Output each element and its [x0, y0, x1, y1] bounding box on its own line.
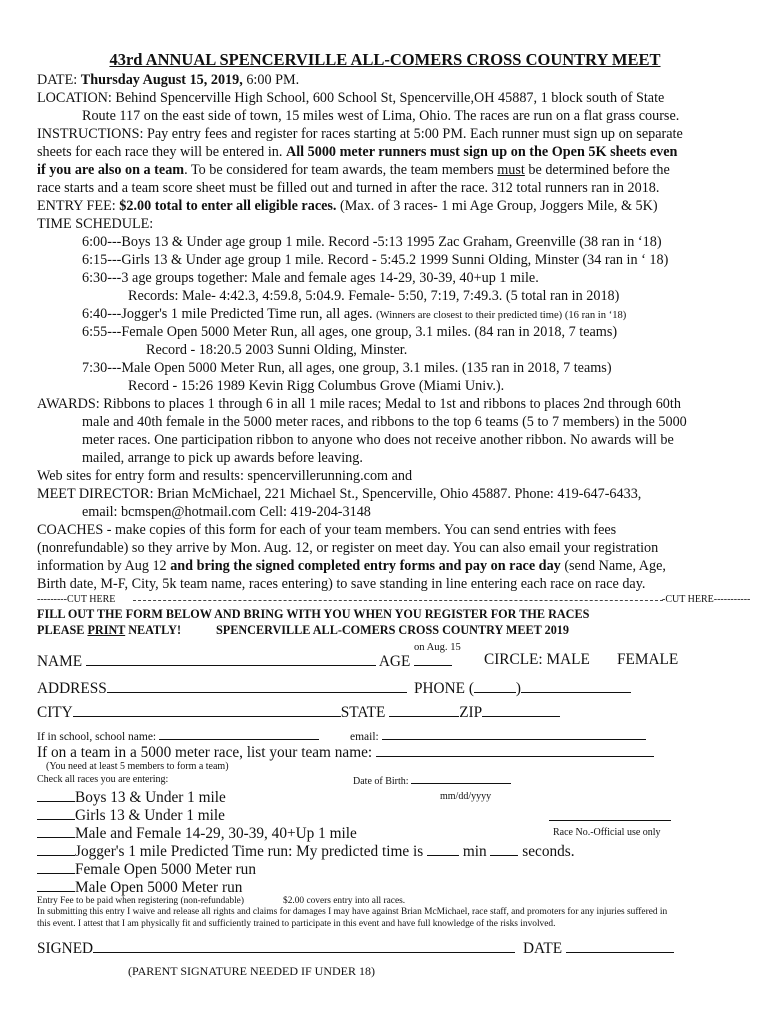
dob-field[interactable] — [411, 773, 511, 784]
signed-label: SIGNED — [37, 940, 94, 957]
team-note: (You need at least 5 members to form a team) — [46, 761, 229, 772]
team-row — [37, 742, 654, 762]
city-row — [37, 702, 560, 722]
form-subheading-text: PLEASE — [37, 623, 88, 637]
entry-fee-note: (Max. of 3 races- 1 mi Age Group, Joggers Mile, & 5K) — [336, 198, 658, 214]
schedule-heading: TIME SCHEDULE: — [37, 216, 154, 232]
instructions-text: be determined before the — [524, 162, 670, 178]
instructions-line-3 — [37, 162, 670, 179]
race-option-label: Boys 13 & Under 1 mile — [75, 789, 226, 806]
instructions-line-1: INSTRUCTIONS: Pay entry fees and register for races starting at 5:00 PM. Each runner must sign up on separate — [37, 126, 683, 142]
cut-here-right: -CUT HERE----------- — [662, 594, 751, 605]
race-checkbox[interactable] — [37, 823, 75, 838]
awards-line-4: mailed, arrange to pick up awards before leaving. — [82, 450, 363, 466]
instructions-line-2 — [37, 144, 677, 161]
waiver-line-2: this event. I attest that I am physically fit and sufficiently trained to participate in this event and have full knowledge of the risks involved. — [37, 919, 556, 929]
team-name-field[interactable] — [376, 742, 654, 757]
gender-row — [484, 651, 590, 669]
form-subheading-print: PRINT — [87, 623, 126, 637]
instructions-bold-text: if you are also on a team — [37, 162, 185, 178]
entry-fee-label: ENTRY FEE: — [37, 198, 120, 214]
race-option-joggers-mile[interactable] — [37, 841, 575, 861]
dob-row — [353, 773, 511, 788]
email-field[interactable] — [382, 728, 646, 740]
form-meet-date: on Aug. 15 — [414, 642, 461, 653]
dob-label: Date of Birth: — [353, 776, 409, 787]
race-checkbox[interactable] — [37, 841, 75, 856]
school-field[interactable] — [159, 728, 319, 740]
cut-line — [133, 600, 663, 601]
form-heading: FILL OUT THE FORM BELOW AND BRING WITH YOU WHEN YOU REGISTER FOR THE RACES — [37, 607, 590, 621]
schedule-note: (Winners are closest to their predicted time) (16 ran in ‘18) — [376, 310, 627, 321]
race-number-field[interactable] — [549, 820, 671, 821]
cut-here-left: ---------CUT HERE — [37, 594, 116, 605]
date-time: 6:00 PM. — [246, 72, 300, 88]
coaches-bold-text: and bring the signed completed entry forms and pay on race day — [170, 558, 561, 574]
address-field[interactable] — [107, 678, 407, 693]
name-label: NAME — [37, 653, 83, 670]
race-option-female-5000m[interactable] — [37, 859, 256, 879]
fee-note-text: Entry Fee to be paid when registering (non-refundable) — [37, 896, 244, 906]
location-line-1: LOCATION: Behind Spencerville High School, 600 School St, Spencerville,OH 45887, 1 block south of State — [37, 90, 665, 106]
schedule-records: Record - 18:20.5 2003 Sunni Olding, Minster. — [146, 342, 408, 358]
official-use-label: Race No.-Official use only — [553, 827, 661, 838]
parent-signature-note: (PARENT SIGNATURE NEEDED IF UNDER 18) — [128, 964, 376, 978]
phone-number-field[interactable] — [521, 678, 631, 693]
team-label: If on a team in a 5000 meter race, list your team name: — [37, 744, 373, 761]
date-line — [37, 72, 299, 89]
predicted-seconds-field[interactable] — [490, 841, 518, 856]
instructions-line-4: race starts and a team score sheet must be filled out and turned in after the race. 312 total runners ran in 2018. — [37, 180, 660, 196]
awards-line-1: AWARDS: Ribbons to places 1 through 6 in all 1 mile races; Medal to 1st and ribbons to places 2nd through 60th — [37, 396, 681, 412]
sign-date-label: DATE — [523, 940, 563, 957]
schedule-item: 6:00---Boys 13 & Under age group 1 mile. Record -5:13 1995 Zac Graham, Greenville (38 ran in ‘18) — [82, 234, 662, 250]
coaches-line-2: (nonrefundable) so they arrive by Mon. Aug. 12, or register on meet day. You can also email your registration — [37, 540, 659, 556]
race-option-girls-1-mile[interactable] — [37, 805, 225, 825]
location-line-2: Route 117 on the east side of town, 15 miles west of Lima, Ohio. The races are run on a flat grass course. — [82, 108, 680, 124]
coaches-line-1: COACHES - make copies of this form for each of your team members. You can send entries with fees — [37, 522, 617, 538]
race-option-age-groups-1-mile[interactable] — [37, 823, 357, 843]
sign-date-field[interactable] — [566, 938, 674, 953]
entry-fee-line — [37, 198, 658, 215]
check-races-label: Check all races you are entering: — [37, 774, 169, 785]
form-meet-name: SPENCERVILLE ALL-COMERS CROSS COUNTRY MEET 2019 — [216, 623, 569, 637]
form-subheading-text: NEATLY! — [125, 623, 182, 637]
zip-field[interactable] — [482, 702, 560, 717]
schedule-item — [82, 306, 626, 324]
schedule-item: 6:15---Girls 13 & Under age group 1 mile. Record - 5:45.2 1999 Sunni Olding, Minster (34 ran in ‘ 18) — [82, 252, 669, 268]
email-label: email: — [350, 731, 379, 743]
address-label: ADDRESS — [37, 680, 107, 697]
schedule-item: 7:30---Male Open 5000 Meter Run, all ages, one group, 3.1 miles. (135 ran in 2018, 7 teams) — [82, 360, 612, 376]
address-row — [37, 678, 407, 698]
schedule-records: Records: Male- 4:42.3, 4:59.8, 5:04.9. Female- 5:50, 7:19, 7:49.3. (5 total ran in 2018) — [128, 288, 620, 304]
age-field[interactable] — [414, 651, 452, 666]
city-label: CITY — [37, 704, 73, 721]
schedule-records: Record - 15:26 1989 Kevin Rigg Columbus Grove (Miami Univ.). — [128, 378, 505, 394]
signature-row — [37, 938, 515, 958]
dob-format: mm/dd/yyyy — [440, 791, 492, 802]
signature-field[interactable] — [93, 938, 515, 953]
instructions-text: sheets for each race they will be entered in. — [37, 144, 286, 160]
websites-line: Web sites for entry form and results: spencervillerunning.com and — [37, 468, 413, 484]
name-field[interactable] — [86, 651, 376, 666]
coaches-text: (send Name, Age, — [560, 558, 666, 574]
form-subheading — [37, 622, 181, 639]
race-option-label: Girls 13 & Under 1 mile — [75, 807, 225, 824]
race-option-male-5000m[interactable] — [37, 877, 242, 897]
coaches-line-4: Birth date, M-F, City, 5k team name, races entering) to save standing in line entering each race on race day. — [37, 576, 646, 592]
state-field[interactable] — [389, 702, 459, 717]
awards-line-2: male and 40th female in the 5000 meter races, and ribbons to the top 6 teams (5 to 7 members) in the 5000 — [82, 414, 687, 430]
date-value: Thursday August 15, 2019, — [80, 72, 243, 88]
phone-row — [414, 678, 631, 698]
circle-male-option[interactable]: CIRCLE: MALE — [484, 651, 590, 668]
city-field[interactable] — [73, 702, 341, 717]
race-option-label: Female Open 5000 Meter run — [75, 861, 256, 878]
entry-fee-amount: $2.00 total to enter all eligible races. — [119, 198, 337, 214]
school-label: If in school, school name: — [37, 731, 157, 743]
zip-label: ZIP — [459, 704, 483, 721]
race-option-label: Male Open 5000 Meter run — [75, 879, 243, 896]
race-option-label: Male and Female 14-29, 30-39, 40+Up 1 mile — [75, 825, 357, 842]
director-line-2: email: bcmspen@hotmail.com Cell: 419-204-3148 — [82, 504, 371, 520]
age-label: AGE — [378, 653, 411, 670]
race-checkbox[interactable] — [37, 805, 75, 820]
race-checkbox[interactable] — [37, 859, 75, 874]
instructions-bold-text: All 5000 meter runners must sign up on the Open 5K sheets even — [285, 144, 678, 160]
schedule-item: 6:55---Female Open 5000 Meter Run, all ages, one group, 3.1 miles. (84 ran in 2018, 7 teams) — [82, 324, 618, 340]
instructions-underlined-text: must — [497, 162, 525, 178]
minutes-label: min — [462, 843, 487, 860]
phone-label: PHONE ( — [414, 680, 474, 697]
coaches-line-3 — [37, 558, 666, 575]
name-row — [37, 651, 452, 671]
predicted-minutes-field[interactable] — [427, 841, 459, 856]
schedule-item: 6:30---3 age groups together: Male and female ages 14-29, 30-39, 40+up 1 mile. — [82, 270, 539, 286]
fee-amount-note: $2.00 covers entry into all races. — [283, 896, 406, 906]
phone-area-code-field[interactable] — [474, 678, 516, 693]
coaches-text: information by Aug 12 — [37, 558, 171, 574]
director-line-1: MEET DIRECTOR: Brian McMichael, 221 Michael St., Spencerville, Ohio 45887. Phone: 419-647-6433, — [37, 486, 642, 502]
awards-line-3: meter races. One participation ribbon to anyone who does not receive another ribbon. No awards will be — [82, 432, 674, 448]
race-checkbox[interactable] — [37, 787, 75, 802]
race-option-label: Jogger's 1 mile Predicted Time run: My predicted time is — [75, 843, 424, 860]
schedule-text: 6:40---Jogger's 1 mile Predicted Time run, all ages. — [82, 306, 377, 322]
seconds-label: seconds. — [522, 843, 575, 860]
page-title: 43rd ANNUAL SPENCERVILLE ALL-COMERS CROSS COUNTRY MEET — [109, 50, 661, 69]
instructions-text: . To be considered for team awards, the team members — [184, 162, 498, 178]
race-checkbox[interactable] — [37, 877, 75, 892]
date-label: DATE: — [37, 72, 78, 88]
waiver-line-1: In submitting this entry I waive and release all rights and claims for damages I may have against Brian McMichael, race staff, and promoters for any injuries suffered in — [37, 907, 668, 917]
race-option-boys-1-mile[interactable] — [37, 787, 226, 807]
female-option[interactable]: FEMALE — [617, 651, 679, 668]
state-label: STATE — [340, 704, 386, 721]
phone-paren: ) — [515, 680, 522, 697]
sign-date-row — [523, 938, 674, 958]
